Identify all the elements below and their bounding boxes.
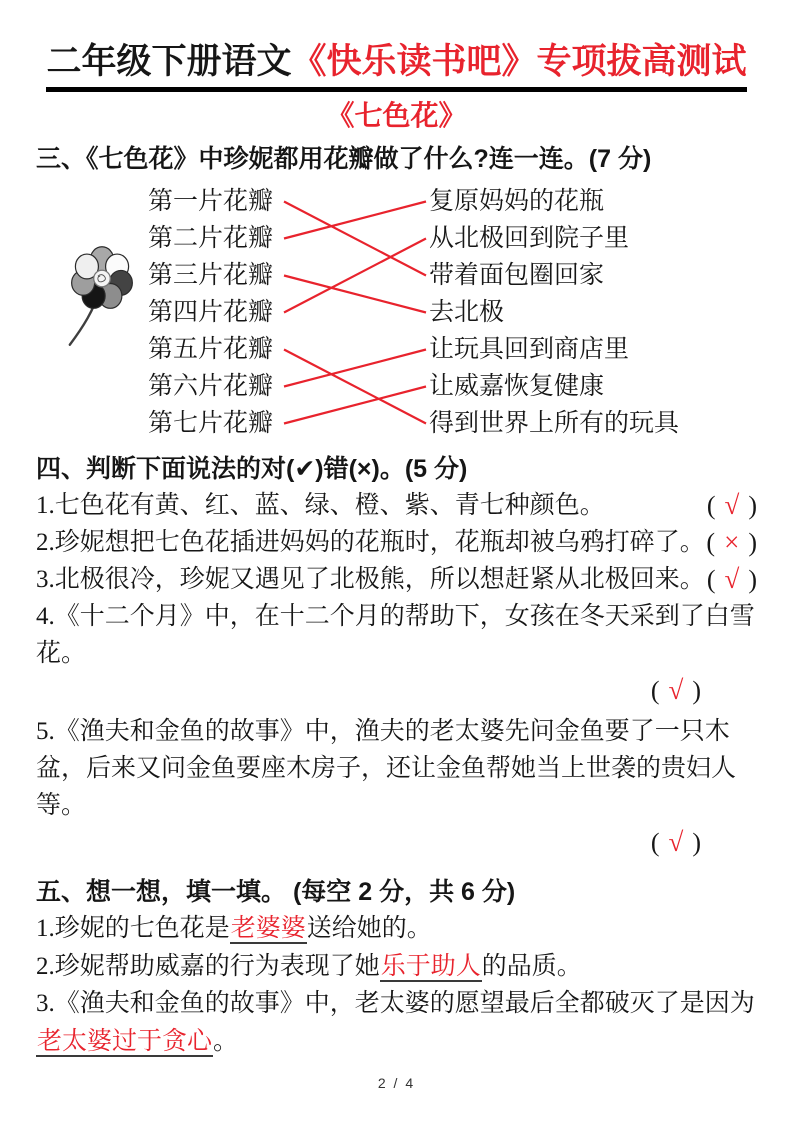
paren-open: ( xyxy=(650,828,660,858)
judge-item-2 xyxy=(36,524,757,561)
fill-prefix: 2.珍妮帮助威嘉的行为表现了她 xyxy=(36,952,380,980)
page-title-red: 《快乐读书吧》专项拔高测试 xyxy=(291,42,747,81)
answer-mark xyxy=(707,487,757,524)
judge-text: 1.七色花有黄、红、蓝、绿、橙、紫、青七种颜色。 xyxy=(36,492,605,520)
judge-item-3 xyxy=(36,561,757,598)
paren-close: ) xyxy=(748,528,757,558)
paren-close: ) xyxy=(748,565,757,595)
action-label: 得到世界上所有的玩具 xyxy=(429,410,680,438)
paren-close: ) xyxy=(692,676,701,706)
page-title xyxy=(36,40,757,84)
petal-label: 第七片花瓣 xyxy=(148,410,274,438)
matching-lines xyxy=(281,183,429,442)
petal-label: 第四片花瓣 xyxy=(148,299,274,327)
fill-item-2 xyxy=(36,948,757,986)
petal-label: 第五片花瓣 xyxy=(148,336,274,364)
fill-item-3 xyxy=(36,985,757,1060)
answer-mark xyxy=(706,524,757,561)
answer-blank: 乐于助人 xyxy=(380,952,481,980)
answer-mark xyxy=(651,676,701,705)
petal-label: 第二片花瓣 xyxy=(148,225,274,253)
subtitle: 《七色花》 xyxy=(326,99,467,131)
action-label: 从北极回到院子里 xyxy=(429,225,630,253)
action-label: 去北极 xyxy=(429,299,505,327)
answer-mark xyxy=(707,561,757,598)
paren-open: ( xyxy=(706,528,716,558)
section5-heading: 五、想一想，填一填。 (每空 2 分，共 6 分) xyxy=(36,878,516,907)
judge-item-1 xyxy=(36,487,757,524)
page-title-black: 二年级下册语文 xyxy=(46,42,292,81)
action-label: 让玩具回到商店里 xyxy=(429,336,630,364)
answer-symbol: √ xyxy=(724,564,740,595)
paren-close: ) xyxy=(692,828,701,858)
answer-symbol: √ xyxy=(668,675,684,706)
fill-item-1 xyxy=(36,910,757,948)
judge-item-4 xyxy=(36,598,757,713)
section3-heading: 三、《七色花》中珍妮都用花瓣做了什么?连一连。(7 分) xyxy=(36,145,652,174)
section4-heading: 四、判断下面说法的对(✔)错(×)。(5 分) xyxy=(36,455,468,484)
fill-suffix: 。 xyxy=(213,1027,239,1055)
answer-symbol: √ xyxy=(668,827,684,858)
judge-text: 3.北极很冷，珍妮又遇见了北极熊，所以想赶紧从北极回来。 xyxy=(36,566,705,594)
page-number: 2 / 4 xyxy=(377,1075,416,1091)
fill-suffix: 的品质。 xyxy=(481,952,582,980)
fill-suffix: 送给她的。 xyxy=(306,915,432,943)
answer-mark-line xyxy=(36,824,757,865)
answer-symbol: √ xyxy=(724,490,740,521)
answer-symbol: × xyxy=(724,527,740,558)
action-label: 带着面包圈回家 xyxy=(429,262,605,290)
seven-color-flower-icon xyxy=(56,239,148,353)
petal-label: 第六片花瓣 xyxy=(148,373,274,401)
answer-blank: 老太婆过于贪心 xyxy=(37,1027,213,1055)
title-double-rule xyxy=(46,87,747,92)
answer-mark xyxy=(651,828,701,857)
paren-open: ( xyxy=(706,565,716,595)
judge-item-5 xyxy=(36,713,757,865)
answer-blank: 老婆婆 xyxy=(230,915,306,943)
petal-list xyxy=(148,183,281,442)
paren-close: ) xyxy=(748,491,757,521)
action-label: 让威嘉恢复健康 xyxy=(429,373,605,401)
fill-prefix: 1.珍妮的七色花是 xyxy=(36,915,230,943)
judge-text: 2.珍妮想把七色花插进妈妈的花瓶时，花瓶却被乌鸦打碎了。 xyxy=(36,529,705,557)
matching-area xyxy=(148,183,757,442)
answer-mark-line xyxy=(36,672,757,713)
action-list xyxy=(429,183,679,442)
fill-prefix: 3.《渔夫和金鱼的故事》中，老太婆的愿望最后全都破灭了是因为 xyxy=(36,990,755,1018)
paren-open: ( xyxy=(650,676,660,706)
judge-text: 4.《十二个月》中，在十二个月的帮助下，女孩在冬天采到了白雪花。 xyxy=(36,603,755,668)
petal-label: 第三片花瓣 xyxy=(148,262,274,290)
paren-open: ( xyxy=(706,491,716,521)
petal-label: 第一片花瓣 xyxy=(148,188,274,216)
action-label: 复原妈妈的花瓶 xyxy=(429,188,605,216)
judge-text: 5.《渔夫和金鱼的故事》中，渔夫的老太婆先问金鱼要了一只木盆，后来又问金鱼要座木房子，还让金鱼帮她当上世袭的贵妇人等。 xyxy=(36,718,737,820)
